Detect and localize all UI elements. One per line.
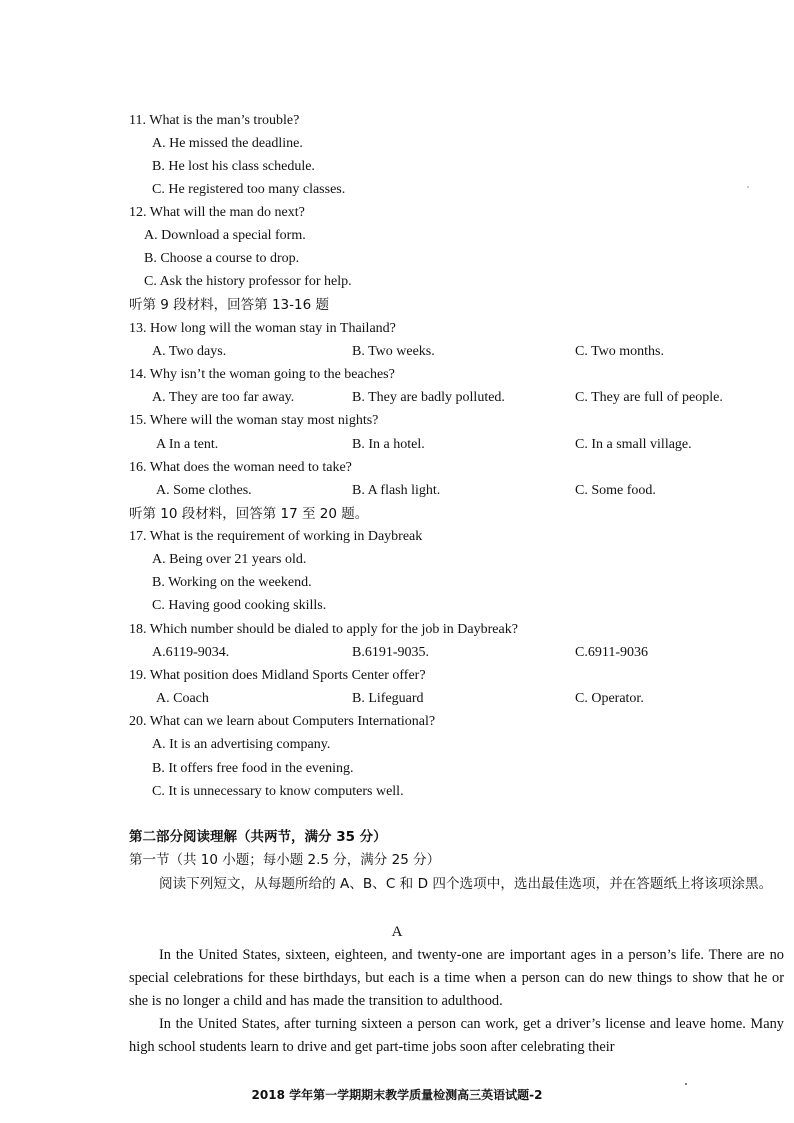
question-16-stem: 16. What does the woman need to take? [129,460,352,475]
question-16-option-a: A. Some clothes. [156,483,252,498]
question-18-option-c: C.6911-9036 [575,645,648,660]
reading-instruction: 阅读下列短文，从每题所给的 A、B、C 和 D 四个选项中，选出最佳选项，并在答题纸上将该项涂黑。 [159,876,773,892]
question-19-option-a: A. Coach [156,691,209,706]
question-11-stem: 11. What is the man’s trouble? [129,113,300,128]
question-11-option-a: A. He missed the deadline. [152,136,303,151]
question-12-option-b: B. Choose a course to drop. [144,251,300,266]
question-12-option-c: C. Ask the history professor for help. [144,274,352,289]
section-1-title: 第一节（共 10 小题；每小题 2.5 分，满分 25 分） [129,852,441,868]
question-14-stem: 14. Why isn’t the woman going to the beaches? [129,367,395,382]
question-15-option-b: B. In a hotel. [352,437,425,452]
question-14-option-c: C. They are full of people. [575,390,723,405]
question-20-option-b: B. It offers free food in the evening. [152,761,354,776]
question-18-option-b: B.6191-9035. [352,645,429,660]
question-17-stem: 17. What is the requirement of working in Daybreak [129,529,423,544]
part-2-title: 第二部分阅读理解（共两节，满分 35 分） [129,829,387,845]
question-17-option-b: B. Working on the weekend. [152,575,312,590]
passage-paragraph-2: In the United States, after turning sixteen a person can work, get a driver’s license and leave home. Many high school students learn to drive and get part-time jobs soon after celebrating their [129,1016,784,1055]
question-12-option-a: A. Download a special form. [144,228,306,243]
question-13-stem: 13. How long will the woman stay in Thailand? [129,321,396,336]
question-18-option-a: A.6119-9034. [152,645,230,660]
scan-speck [747,186,749,188]
passage-paragraph-1: In the United States, sixteen, eighteen, and twenty-one are important ages in a person’s life. There are no special celebrations for these birthdays, but each is a time when a person can do new things to show that he or she is no longer a child and has made the transition to adulthood. [129,947,784,1009]
question-17-option-c: C. Having good cooking skills. [152,598,327,613]
question-13-option-c: C. Two months. [575,344,664,359]
question-20-option-a: A. It is an advertising company. [152,737,331,752]
question-16-option-b: B. A flash light. [352,483,441,498]
question-13-option-a: A. Two days. [152,344,227,359]
question-11-option-b: B. He lost his class schedule. [152,159,315,174]
question-15-option-a: A In a tent. [156,437,219,452]
question-13-option-b: B. Two weeks. [352,344,435,359]
page-footer: 2018 学年第一学期期末教学质量检测高三英语试题-2 [251,1088,543,1102]
question-16-option-c: C. Some food. [575,483,656,498]
question-20-stem: 20. What can we learn about Computers International? [129,714,436,729]
question-15-stem: 15. Where will the woman stay most nights? [129,413,379,428]
question-19-option-b: B. Lifeguard [352,691,424,706]
question-18-stem: 18. Which number should be dialed to apply for the job in Daybreak? [129,622,518,637]
question-12-stem: 12. What will the man do next? [129,205,305,220]
scan-speck [685,1083,687,1085]
question-17-option-a: A. Being over 21 years old. [152,552,307,567]
material-9-heading: 听第 9 段材料，回答第 13-16 题 [129,297,329,313]
question-19-option-c: C. Operator. [575,691,644,706]
question-19-stem: 19. What position does Midland Sports Center offer? [129,668,426,683]
question-14-option-a: A. They are too far away. [152,390,295,405]
question-15-option-c: C. In a small village. [575,437,692,452]
material-10-heading: 听第 10 段材料，回答第 17 至 20 题。 [129,506,369,522]
passage-letter: A [391,924,403,940]
question-20-option-c: C. It is unnecessary to know computers well. [152,784,404,799]
question-11-option-c: C. He registered too many classes. [152,182,346,197]
question-14-option-b: B. They are badly polluted. [352,390,505,405]
